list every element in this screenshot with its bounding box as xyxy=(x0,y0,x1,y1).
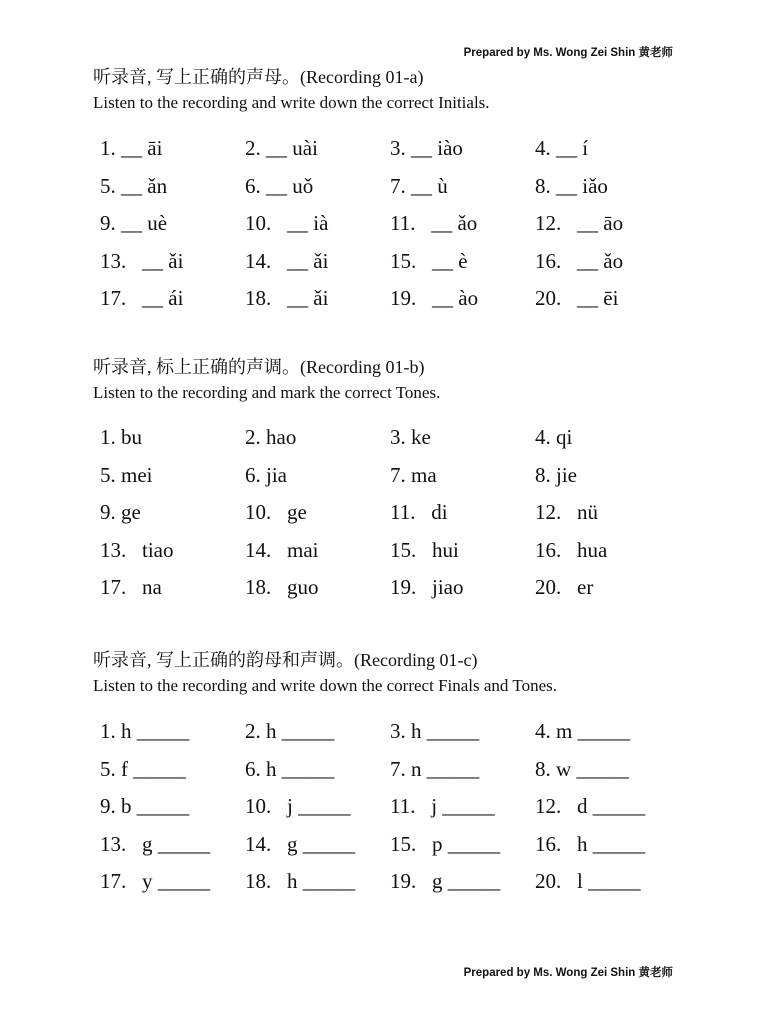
exercise-item: 18. h _____ xyxy=(245,869,356,893)
exercise-item: 12. nü xyxy=(535,500,598,524)
exercise-item: 2. hao xyxy=(245,425,297,449)
exercise-item: 20. er xyxy=(535,575,594,599)
exercise-item: 1. h _____ xyxy=(100,719,190,743)
exercise-item: 6. jia xyxy=(245,462,287,487)
exercise-item: 18. __ ǎi xyxy=(245,286,329,310)
exercise-item: 3. h _____ xyxy=(390,719,480,743)
section-title-zh: 听录音, 标上正确的声调。(Recording 01-b) xyxy=(93,357,425,377)
exercise-item: 5. mei xyxy=(100,462,153,487)
exercise-grid xyxy=(100,130,680,318)
exercise-item: 14. g _____ xyxy=(245,831,356,856)
exercise-item: 19. __ ào xyxy=(390,286,479,310)
exercise-item: 13. __ ǎi xyxy=(100,248,184,273)
exercise-item: 10. j _____ xyxy=(245,794,351,818)
section-title-zh: 听录音, 写上正确的声母。(Recording 01-a) xyxy=(93,67,424,87)
exercise-item: 7. __ ù xyxy=(390,173,448,198)
page-footer-credit: Prepared by Ms. Wong Zei Shin 黄老师 xyxy=(463,967,673,979)
exercise-item: 5. f _____ xyxy=(100,756,186,781)
exercise-grid xyxy=(100,419,680,607)
exercise-item: 5. __ ǎn xyxy=(100,173,168,198)
exercise-item: 7. ma xyxy=(390,462,437,487)
exercise-item: 19. jiao xyxy=(390,575,464,599)
exercise-item: 8. __ iǎo xyxy=(535,173,608,198)
exercise-item: 4. m _____ xyxy=(535,719,631,743)
exercise-item: 9. b _____ xyxy=(100,794,190,818)
exercise-item: 2. __ uài xyxy=(245,136,318,160)
section-title-en: Listen to the recording and write down the correct Finals and Tones. xyxy=(93,676,557,695)
exercise-item: 3. ke xyxy=(390,425,431,449)
exercise-item: 14. mai xyxy=(245,537,319,562)
exercise-item: 16. h _____ xyxy=(535,831,646,856)
exercise-item: 12. __ āo xyxy=(535,211,624,235)
exercise-item: 17. na xyxy=(100,575,162,599)
exercise-item: 7. n _____ xyxy=(390,756,480,781)
exercise-grid xyxy=(100,713,680,901)
exercise-item: 9. ge xyxy=(100,500,141,524)
exercise-item: 6. h _____ xyxy=(245,756,335,781)
exercise-item: 9. __ uè xyxy=(100,211,168,235)
section-title-zh: 听录音, 写上正确的韵母和声调。(Recording 01-c) xyxy=(93,650,478,670)
exercise-item: 13. tiao xyxy=(100,537,174,562)
exercise-item: 4. __ í xyxy=(535,136,589,160)
section-initials xyxy=(93,66,713,310)
exercise-item: 10. ge xyxy=(245,500,307,524)
exercise-item: 2. h _____ xyxy=(245,719,335,743)
exercise-item: 15. hui xyxy=(390,537,459,562)
exercise-item: 14. __ ǎi xyxy=(245,248,329,273)
exercise-item: 17. y _____ xyxy=(100,869,211,893)
exercise-item: 16. hua xyxy=(535,537,608,562)
exercise-item: 6. __ uǒ xyxy=(245,173,314,198)
exercise-item: 1. __ āi xyxy=(100,136,163,160)
exercise-item: 13. g _____ xyxy=(100,831,211,856)
section-tones xyxy=(93,356,713,599)
exercise-item: 8. w _____ xyxy=(535,756,629,781)
section-title-en: Listen to the recording and mark the correct Tones. xyxy=(93,383,441,402)
exercise-item: 11. __ ǎo xyxy=(390,211,478,235)
exercise-item: 15. p _____ xyxy=(390,831,501,856)
exercise-item: 19. g _____ xyxy=(390,869,501,893)
exercise-item: 8. jie xyxy=(535,462,577,487)
exercise-item: 18. guo xyxy=(245,575,319,599)
exercise-item: 12. d _____ xyxy=(535,794,646,818)
exercise-item: 20. __ ēi xyxy=(535,286,619,310)
exercise-item: 11. j _____ xyxy=(390,794,495,818)
exercise-item: 10. __ ià xyxy=(245,211,329,235)
exercise-item: 1. bu xyxy=(100,425,142,449)
exercise-item: 11. di xyxy=(390,500,448,524)
page-header-credit: Prepared by Ms. Wong Zei Shin 黄老师 xyxy=(463,47,673,59)
exercise-item: 4. qi xyxy=(535,425,573,449)
exercise-item: 20. l _____ xyxy=(535,869,641,893)
exercise-item: 15. __ è xyxy=(390,248,468,273)
section-finals-tones xyxy=(93,649,713,893)
exercise-item: 3. __ iào xyxy=(390,136,463,160)
section-title-en: Listen to the recording and write down the correct Initials. xyxy=(93,93,490,112)
exercise-item: 16. __ ǎo xyxy=(535,248,624,273)
exercise-item: 17. __ ái xyxy=(100,286,184,310)
